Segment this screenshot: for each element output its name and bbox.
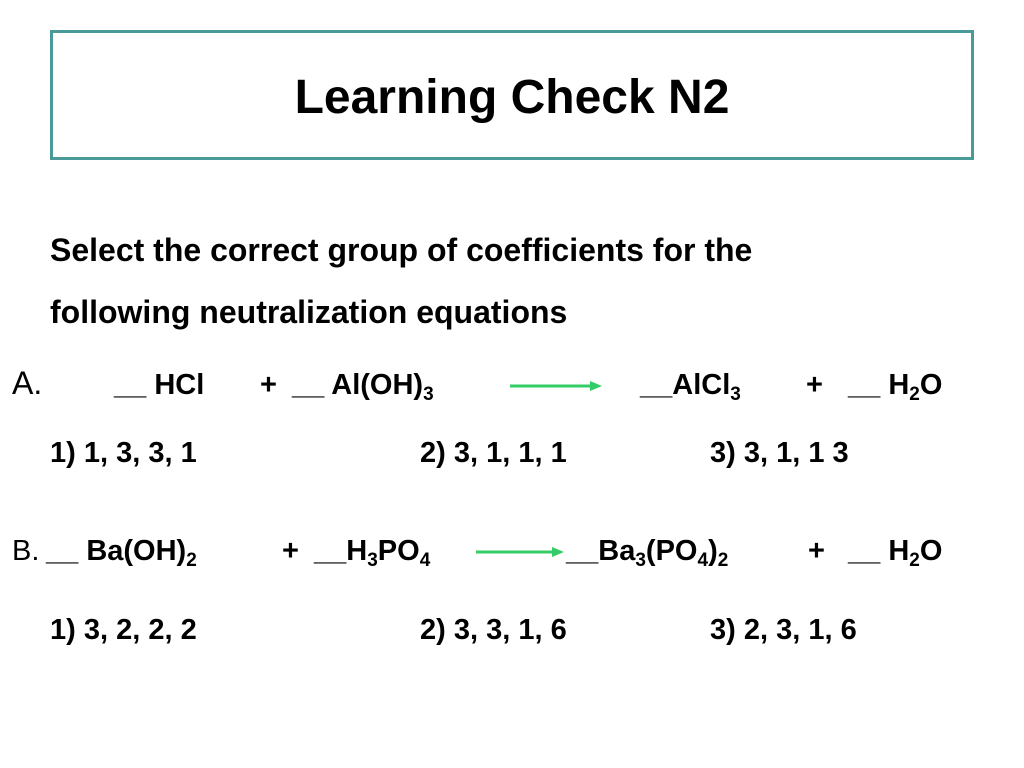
slide-title: Learning Check N2 [294,70,730,124]
problem-a-plus-2: + [806,369,823,401]
problem-b-arrow-icon [474,542,566,562]
problem-a-product-1: __AlCl$_3$ [640,369,741,405]
problem-a-reactant-2: __ $Al(OH)_3$ [292,369,434,405]
problem-b-plus-2: + [808,535,825,567]
problem-a-option-1: 1) 1, 3, 3, 1 [50,437,197,469]
problem-a-label: A. [12,365,43,401]
instructions-line-2: following neutralization equations [50,294,568,330]
problem-a-option-3: 3) 3, 1, 1 3 [710,437,849,469]
problem-a-plus-1: + [260,369,277,401]
problem-b-option-2: 2) 3, 3, 1, 6 [420,614,567,646]
problem-b-reactant-1: __ $Ba(OH)_2$ [46,535,197,571]
problem-b-reactant-2: $\_\_H_3PO_4$ [314,535,431,571]
problem-a-option-2: 2) 3, 1, 1, 1 [420,437,567,469]
problem-b-product-2: __ $H_2O$ [848,535,943,571]
problem-a-product-2: __ $H_2O$ [848,369,943,405]
problem-b-option-1: 1) 3, 2, 2, 2 [50,614,197,646]
problem-a-reactant-1: __ HCl [114,369,205,401]
problem-b-plus-1: + [282,535,299,567]
problem-b-product-1: $\_\_Ba_3(PO_4)_2$ [566,535,729,571]
problem-b-option-3: 3) 2, 3, 1, 6 [710,614,857,646]
problem-b-label: B. [12,535,40,567]
title-box [50,30,974,160]
instructions-line-1: Select the correct group of coefficients for the [50,232,753,268]
problem-a-arrow-icon [508,376,604,396]
